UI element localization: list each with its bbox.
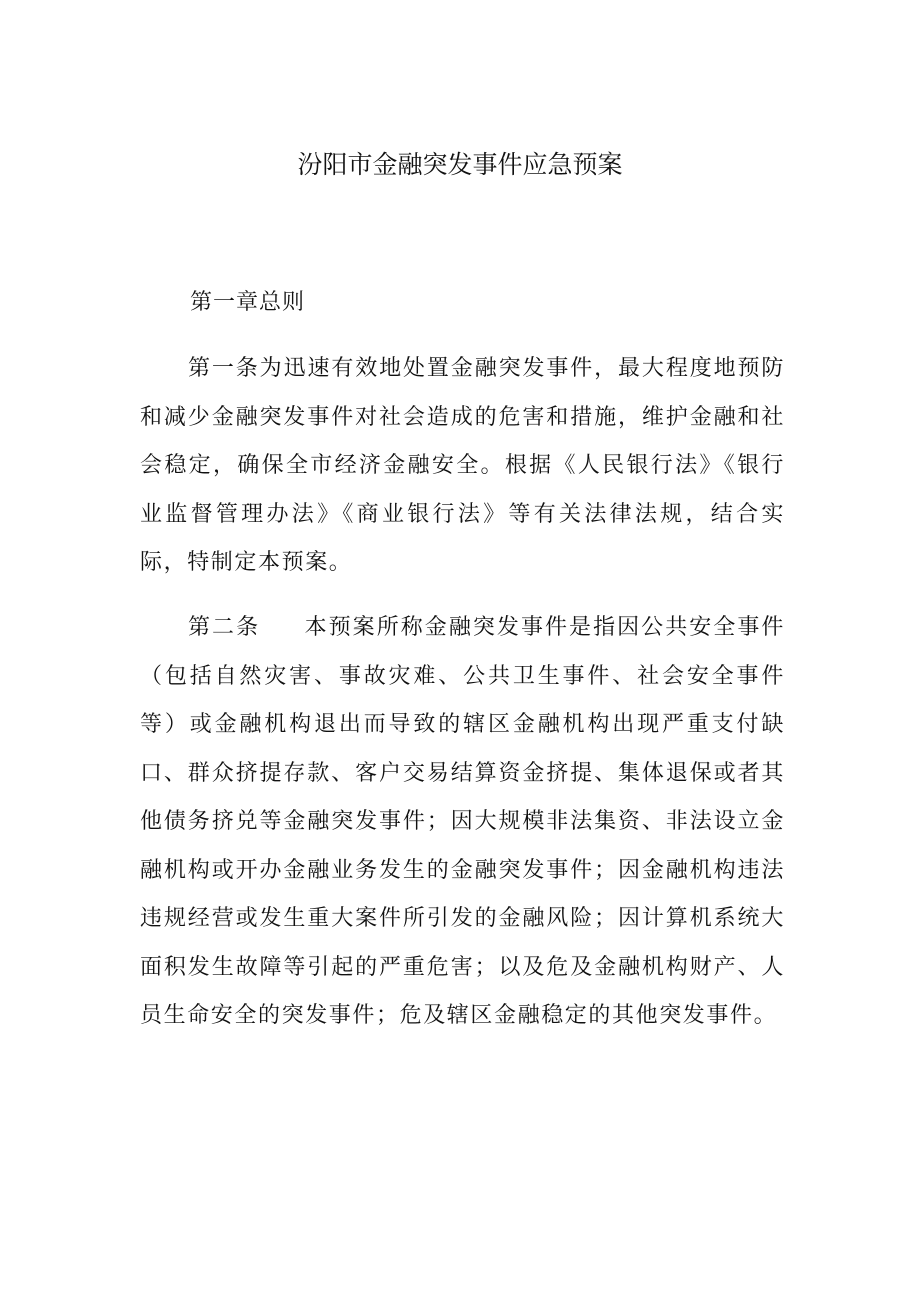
- document-title: 汾阳市金融突发事件应急预案: [297, 150, 623, 179]
- article-2-label: 第二条: [188, 615, 261, 640]
- article-2-paragraph: [140, 604, 785, 1041]
- article-1-paragraph: 第一条为迅速有效地处置金融突发事件，最大程度地预防和减少金融突发事件对社会造成的危害和措施，维护金融和社会稳定，确保全市经济金融安全。根据《人民银行法》《银行业监督管理办法》《商业银行法》等有关法律法规，结合实际，特制定本预案。: [140, 356, 785, 575]
- article-2-text: 本预案所称金融突发事件是指因公共安全事件（包括自然灾害、事故灾难、公共卫生事件、社会安全事件等）或金融机构退出而导致的辖区金融机构出现严重支付缺口、群众挤提存款、客户交易结算资金挤提、集体退保或者其他债务挤兑等金融突发事件；因大规模非法集资、非法设立金融机构或开办金融业务发生的金融突发事件；因金融机构违法违规经营或发生重大案件所引发的金融风险；因计算机系统大面积发生故障等引起的严重危害；以及危及金融机构财产、人员生命安全的突发事件；危及辖区金融稳定的其他突发事件。: [140, 615, 785, 1028]
- chapter-heading: 第一章总则: [190, 290, 306, 315]
